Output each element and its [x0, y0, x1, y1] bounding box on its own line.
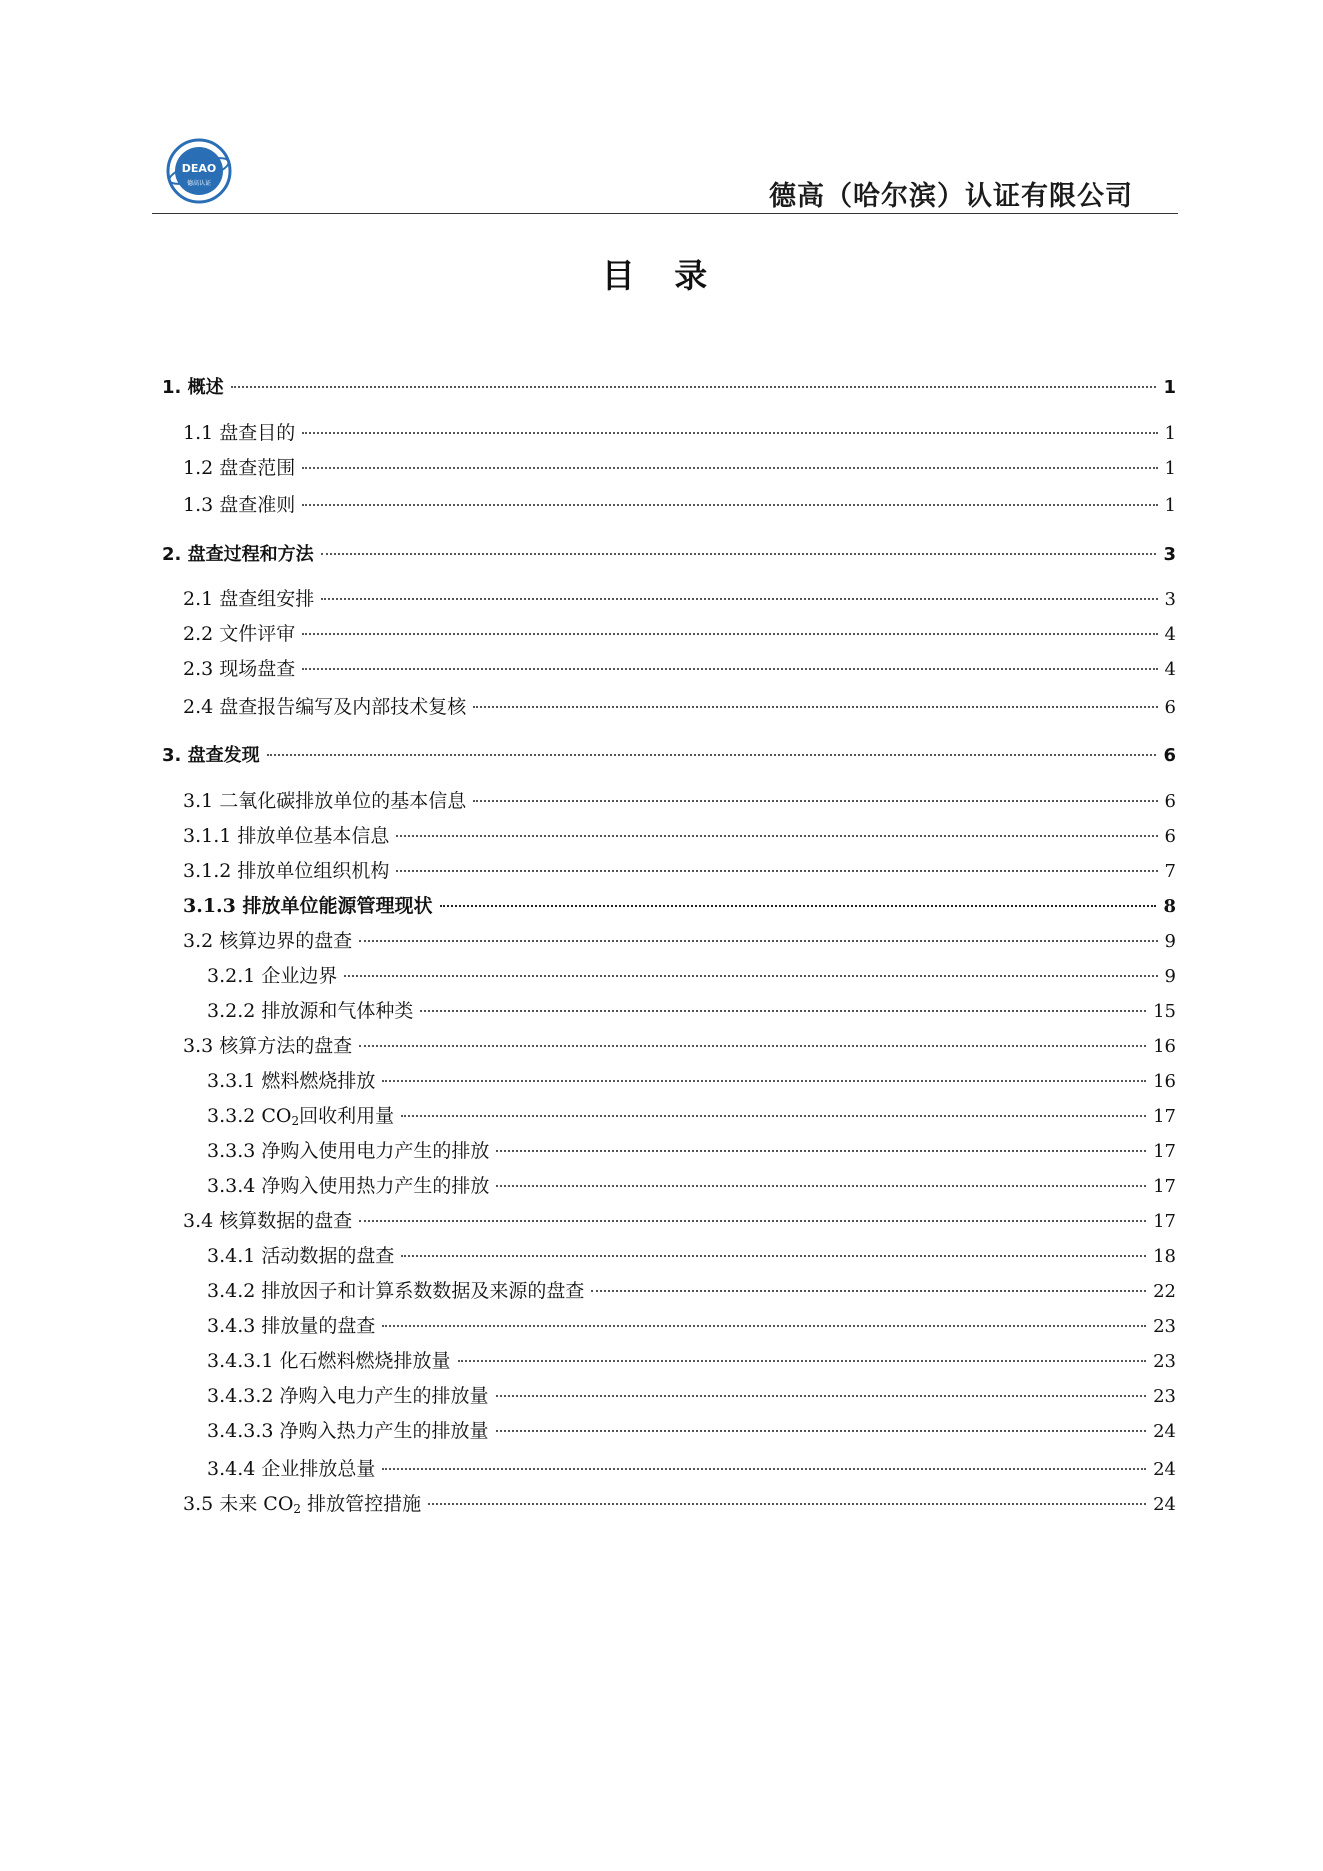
toc-entry-page: 23 [1153, 1386, 1176, 1407]
toc-entry-page: 1 [1164, 495, 1176, 516]
toc-entry-page: 15 [1153, 1001, 1176, 1022]
toc-entry-page: 16 [1153, 1071, 1176, 1092]
toc-entry-page: 6 [1164, 697, 1176, 718]
toc-label-post: 排放管控措施 [301, 1493, 422, 1515]
toc-entry-label: 3.4.3.1 化石燃料燃烧排放量 [207, 1350, 451, 1372]
toc-entry-3-4-3-1[interactable] [207, 1346, 1176, 1376]
toc-leader [267, 754, 1157, 756]
toc-leader [382, 1325, 1146, 1327]
toc-entry-label: 3.1 二氧化碳排放单位的基本信息 [183, 790, 467, 812]
toc-entry-page: 8 [1163, 896, 1176, 917]
toc-entry-label: 3.4.3 排放量的盘查 [207, 1315, 376, 1337]
toc-entry-3-4-3-2[interactable] [207, 1381, 1176, 1411]
toc-entry-label: 3.3.4 净购入使用热力产生的排放 [207, 1175, 490, 1197]
toc-entry-label: 3.4.4 企业排放总量 [207, 1458, 376, 1480]
toc-leader [396, 870, 1157, 872]
toc-entry-page: 22 [1153, 1281, 1176, 1302]
toc-leader [231, 386, 1157, 388]
toc-entry-label: 1. 概述 [162, 377, 224, 398]
toc-entry-label: 3.4 核算数据的盘查 [183, 1210, 353, 1232]
toc-entry-3-5[interactable] [183, 1489, 1176, 1519]
toc-entry-3-1-3[interactable] [183, 891, 1176, 921]
toc-entry-3-2-1[interactable] [207, 961, 1176, 991]
toc-leader [496, 1185, 1146, 1187]
toc-label-subscript: 2 [291, 1114, 300, 1128]
toc-leader [473, 706, 1157, 708]
toc-entry-page: 1 [1164, 423, 1176, 444]
toc-entry-page: 17 [1153, 1141, 1176, 1162]
toc-entry-2-2[interactable] [183, 619, 1176, 649]
toc-leader [401, 1115, 1146, 1117]
toc-entry-page: 9 [1164, 931, 1176, 952]
toc-entry-label: 3. 盘查发现 [162, 745, 260, 766]
toc-leader [496, 1395, 1147, 1397]
toc-leader [401, 1255, 1146, 1257]
toc-leader [496, 1430, 1147, 1432]
toc-leader [420, 1010, 1146, 1012]
toc-entry-page: 18 [1153, 1246, 1176, 1267]
toc-leader [382, 1080, 1146, 1082]
toc-entry-label: 2.2 文件评审 [183, 623, 296, 645]
toc-entry-3-1-1[interactable] [183, 821, 1176, 851]
toc-label-post: 回收利用量 [299, 1105, 395, 1127]
toc-entry-3[interactable] [162, 741, 1176, 771]
toc-entry-label: 3.1.3 排放单位能源管理现状 [183, 895, 433, 917]
toc-entry-page: 6 [1163, 745, 1176, 766]
toc-entry-label: 3.3.3 净购入使用电力产生的排放 [207, 1140, 490, 1162]
toc-leader [428, 1503, 1146, 1505]
toc-entry-page: 4 [1164, 659, 1176, 680]
toc-entry-label: 3.3 核算方法的盘查 [183, 1035, 353, 1057]
toc-entry-page: 24 [1153, 1459, 1176, 1480]
toc-leader [302, 504, 1157, 506]
toc-leader [359, 1045, 1146, 1047]
toc-entry-page: 6 [1164, 826, 1176, 847]
toc-entry-label: 3.3.1 燃料燃烧排放 [207, 1070, 376, 1092]
toc-entry-label [207, 1101, 398, 1128]
toc-entry-page: 9 [1164, 966, 1176, 987]
toc-entry-page: 24 [1153, 1494, 1176, 1515]
toc-entry-3-2[interactable] [183, 926, 1176, 956]
toc-leader [496, 1150, 1146, 1152]
toc-entry-page: 6 [1164, 791, 1176, 812]
toc-leader [440, 905, 1157, 907]
toc-entry-2-1[interactable] [183, 584, 1176, 614]
toc-entry-1-3[interactable] [183, 490, 1176, 520]
toc-label-pre: 3.3.2 CO [207, 1105, 292, 1127]
toc-entry-3-3-2[interactable] [207, 1101, 1176, 1131]
toc-entry-page: 23 [1153, 1351, 1176, 1372]
toc-label-subscript: 2 [293, 1502, 302, 1516]
toc-entry-2-3[interactable] [183, 654, 1176, 684]
toc-leader [302, 633, 1157, 635]
toc-entry-3-3-4[interactable] [207, 1171, 1176, 1201]
toc-entry-label: 1.2 盘查范围 [183, 457, 296, 479]
toc-leader [359, 1220, 1146, 1222]
toc-title: 目 录 [601, 256, 722, 295]
toc-entry-label: 1.1 盘查目的 [183, 422, 296, 444]
toc-entry-label: 3.4.3.2 净购入电力产生的排放量 [207, 1385, 489, 1407]
toc-leader [302, 432, 1157, 434]
toc-entry-page: 17 [1153, 1176, 1176, 1197]
toc-entry-page: 17 [1153, 1211, 1176, 1232]
toc-entry-3-4-3[interactable] [207, 1311, 1176, 1341]
toc-entry-1[interactable] [162, 373, 1176, 403]
toc-entry-3-4-4[interactable] [207, 1454, 1176, 1484]
toc-entry-3-1[interactable] [183, 786, 1176, 816]
toc-leader [302, 668, 1157, 670]
toc-leader [396, 835, 1157, 837]
toc-entry-3-4[interactable] [183, 1206, 1176, 1236]
toc-entry-3-3-1[interactable] [207, 1066, 1176, 1096]
toc-entry-label: 3.2.2 排放源和气体种类 [207, 1000, 414, 1022]
toc-entry-1-2[interactable] [183, 453, 1176, 483]
toc-label-pre: 3.5 未来 CO [183, 1493, 294, 1515]
toc-entry-label: 2.4 盘查报告编写及内部技术复核 [183, 696, 467, 718]
toc-entry-label: 2. 盘查过程和方法 [162, 544, 314, 565]
toc-leader [321, 598, 1157, 600]
toc-entry-page: 3 [1163, 544, 1176, 565]
logo-subtext: 德高认证 [186, 180, 212, 187]
toc-entry-3-4-3-3[interactable] [207, 1416, 1176, 1446]
toc-entry-label: 3.1.2 排放单位组织机构 [183, 860, 390, 882]
toc-entry-page: 23 [1153, 1316, 1176, 1337]
toc-leader [458, 1360, 1147, 1362]
toc-leader [359, 940, 1157, 942]
toc-entry-label: 3.4.1 活动数据的盘查 [207, 1245, 395, 1267]
toc-entry-label: 3.1.1 排放单位基本信息 [183, 825, 390, 847]
toc-entry-label: 3.4.2 排放因子和计算系数数据及来源的盘查 [207, 1280, 585, 1302]
toc-leader [344, 975, 1157, 977]
toc-entry-page: 1 [1164, 458, 1176, 479]
toc-entry-3-3[interactable] [183, 1031, 1176, 1061]
toc-entry-page: 24 [1153, 1421, 1176, 1442]
toc-entry-3-3-3[interactable] [207, 1136, 1176, 1166]
toc-entry-page: 7 [1164, 861, 1176, 882]
toc-entry-3-4-1[interactable] [207, 1241, 1176, 1271]
toc-entry-3-1-2[interactable] [183, 856, 1176, 886]
toc-entry-label: 1.3 盘查准则 [183, 494, 296, 516]
toc-entry-label: 3.2 核算边界的盘查 [183, 930, 353, 952]
toc-entry-3-2-2[interactable] [207, 996, 1176, 1026]
toc-entry-3-4-2[interactable] [207, 1276, 1176, 1306]
toc-entry-2-4[interactable] [183, 692, 1176, 722]
toc-entry-label: 3.4.3.3 净购入热力产生的排放量 [207, 1420, 489, 1442]
toc-leader [473, 800, 1157, 802]
toc-entry-page: 16 [1153, 1036, 1176, 1057]
logo-text: DEAO [181, 162, 217, 175]
toc-leader [302, 467, 1157, 469]
toc-leader [382, 1468, 1146, 1470]
company-name: 德高（哈尔滨）认证有限公司 [769, 181, 1133, 212]
toc-entry-page: 1 [1163, 377, 1176, 398]
toc-entry-label: 2.1 盘查组安排 [183, 588, 315, 610]
toc-entry-label [183, 1489, 425, 1516]
toc-entry-page: 3 [1164, 589, 1176, 610]
toc-leader [591, 1290, 1146, 1292]
toc-entry-page: 17 [1153, 1106, 1176, 1127]
toc-entry-page: 4 [1164, 624, 1176, 645]
toc-entry-label: 2.3 现场盘查 [183, 658, 296, 680]
toc-entry-label: 3.2.1 企业边界 [207, 965, 338, 987]
toc-leader [321, 553, 1157, 555]
toc-entry-2[interactable] [162, 540, 1176, 570]
toc-entry-1-1[interactable] [183, 418, 1176, 448]
